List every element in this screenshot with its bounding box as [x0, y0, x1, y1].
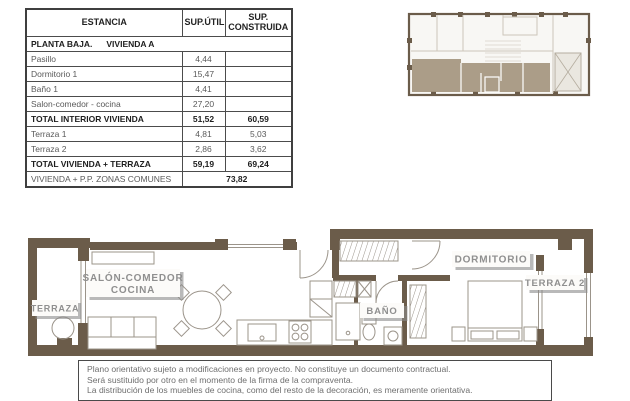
row-util: 51,52 — [182, 112, 225, 127]
row-util: 4,81 — [182, 127, 225, 142]
row-construida — [225, 67, 292, 82]
row-util: 2,86 — [182, 142, 225, 157]
label-terraza — [31, 300, 82, 319]
row-construida — [225, 97, 292, 112]
window-terraza-divider — [81, 261, 86, 323]
disclaimer-line-3: La distribución de los muebles de cocina, como del resto de la decoración, es meramente orientativa. — [87, 385, 473, 396]
row-label: TOTAL VIVIENDA + TERRAZA — [26, 157, 182, 172]
row-util: 27,20 — [182, 97, 225, 112]
row-label: Terraza 1 — [26, 127, 182, 142]
table-row — [26, 52, 292, 67]
label-salon-comedor-cocina — [83, 269, 184, 300]
disclaimer-box — [78, 360, 552, 401]
kitchen-counter — [237, 320, 332, 345]
row-util: 59,19 — [182, 157, 225, 172]
section-vivienda: VIVIENDA A — [106, 39, 155, 49]
row-label: Terraza 2 — [26, 142, 182, 157]
label-dormitorio — [452, 251, 534, 270]
floor-plan — [0, 225, 630, 370]
row-construida — [225, 52, 292, 67]
terraza-table — [52, 317, 74, 339]
header-estancia: ESTANCIA — [26, 9, 182, 37]
bed — [452, 281, 537, 341]
svg-text:COCINA: COCINA — [110, 285, 156, 296]
footer-label: VIVIENDA + P.P. ZONAS COMUNES — [26, 172, 182, 188]
row-label: Baño 1 — [26, 82, 182, 97]
hall-closet — [340, 241, 398, 261]
table-row — [26, 67, 292, 82]
table-row — [26, 97, 292, 112]
row-construida: 69,24 — [225, 157, 292, 172]
bathroom-door — [376, 281, 398, 303]
header-sup-construida: SUP. CONSTRUIDA — [225, 9, 292, 37]
corridor-closet — [334, 281, 356, 297]
table-row — [26, 127, 292, 142]
disclaimer-line-1: Plano orientativo sujeto a modificaciones en proyecto. No constituye un documento contractual. — [87, 364, 451, 374]
row-util: 15,47 — [182, 67, 225, 82]
row-util: 4,44 — [182, 52, 225, 67]
elevator-shaft — [555, 53, 581, 91]
disclaimer-line-2: Será sustituido por otro en el momento de la firma de la compraventa. — [87, 374, 354, 385]
bedroom-wardrobe — [410, 285, 426, 338]
row-label: TOTAL INTERIOR VIVIENDA — [26, 112, 182, 127]
nightstand-left — [452, 327, 465, 341]
shaft-box — [358, 281, 371, 297]
svg-text:DORMITORIO: DORMITORIO — [454, 254, 528, 266]
row-construida: 3,62 — [225, 142, 292, 157]
row-construida: 60,59 — [225, 112, 292, 127]
row-construida — [225, 82, 292, 97]
table-header-row — [26, 9, 292, 37]
window-salon-top — [228, 242, 283, 250]
sideboard — [92, 252, 154, 264]
row-construida: 5,03 — [225, 127, 292, 142]
section-planta: PLANTA BAJA. — [31, 39, 93, 49]
kitchen-tall-units — [310, 281, 332, 317]
label-bano — [360, 303, 408, 321]
svg-text:TERRAZA 2: TERRAZA 2 — [524, 278, 586, 289]
table-row — [26, 82, 292, 97]
entrance-door — [300, 250, 328, 278]
bathroom-sink — [384, 327, 402, 345]
table-row-total-interior — [26, 112, 292, 127]
svg-text:SALÓN-COMEDOR: SALÓN-COMEDOR — [82, 273, 184, 284]
table-row — [26, 142, 292, 157]
row-label: Pasillo — [26, 52, 182, 67]
key-plan — [403, 3, 595, 103]
footer-value: 73,82 — [182, 172, 292, 188]
sofa — [88, 317, 156, 349]
section-row — [26, 37, 292, 52]
row-util: 4,41 — [182, 82, 225, 97]
nightstand-right — [524, 327, 537, 341]
bedroom-door — [412, 241, 440, 269]
table-footer-row — [26, 172, 292, 188]
svg-text:TERRAZA: TERRAZA — [30, 303, 80, 314]
row-label: Dormitorio 1 — [26, 67, 182, 82]
row-label: Salon-comedor - cocina — [26, 97, 182, 112]
areas-table — [25, 8, 293, 188]
svg-text:BAÑO: BAÑO — [366, 306, 398, 317]
header-sup-util: SUP.ÚTIL — [182, 9, 225, 37]
label-terraza2 — [525, 275, 588, 293]
table-row-total-vivienda — [26, 157, 292, 172]
